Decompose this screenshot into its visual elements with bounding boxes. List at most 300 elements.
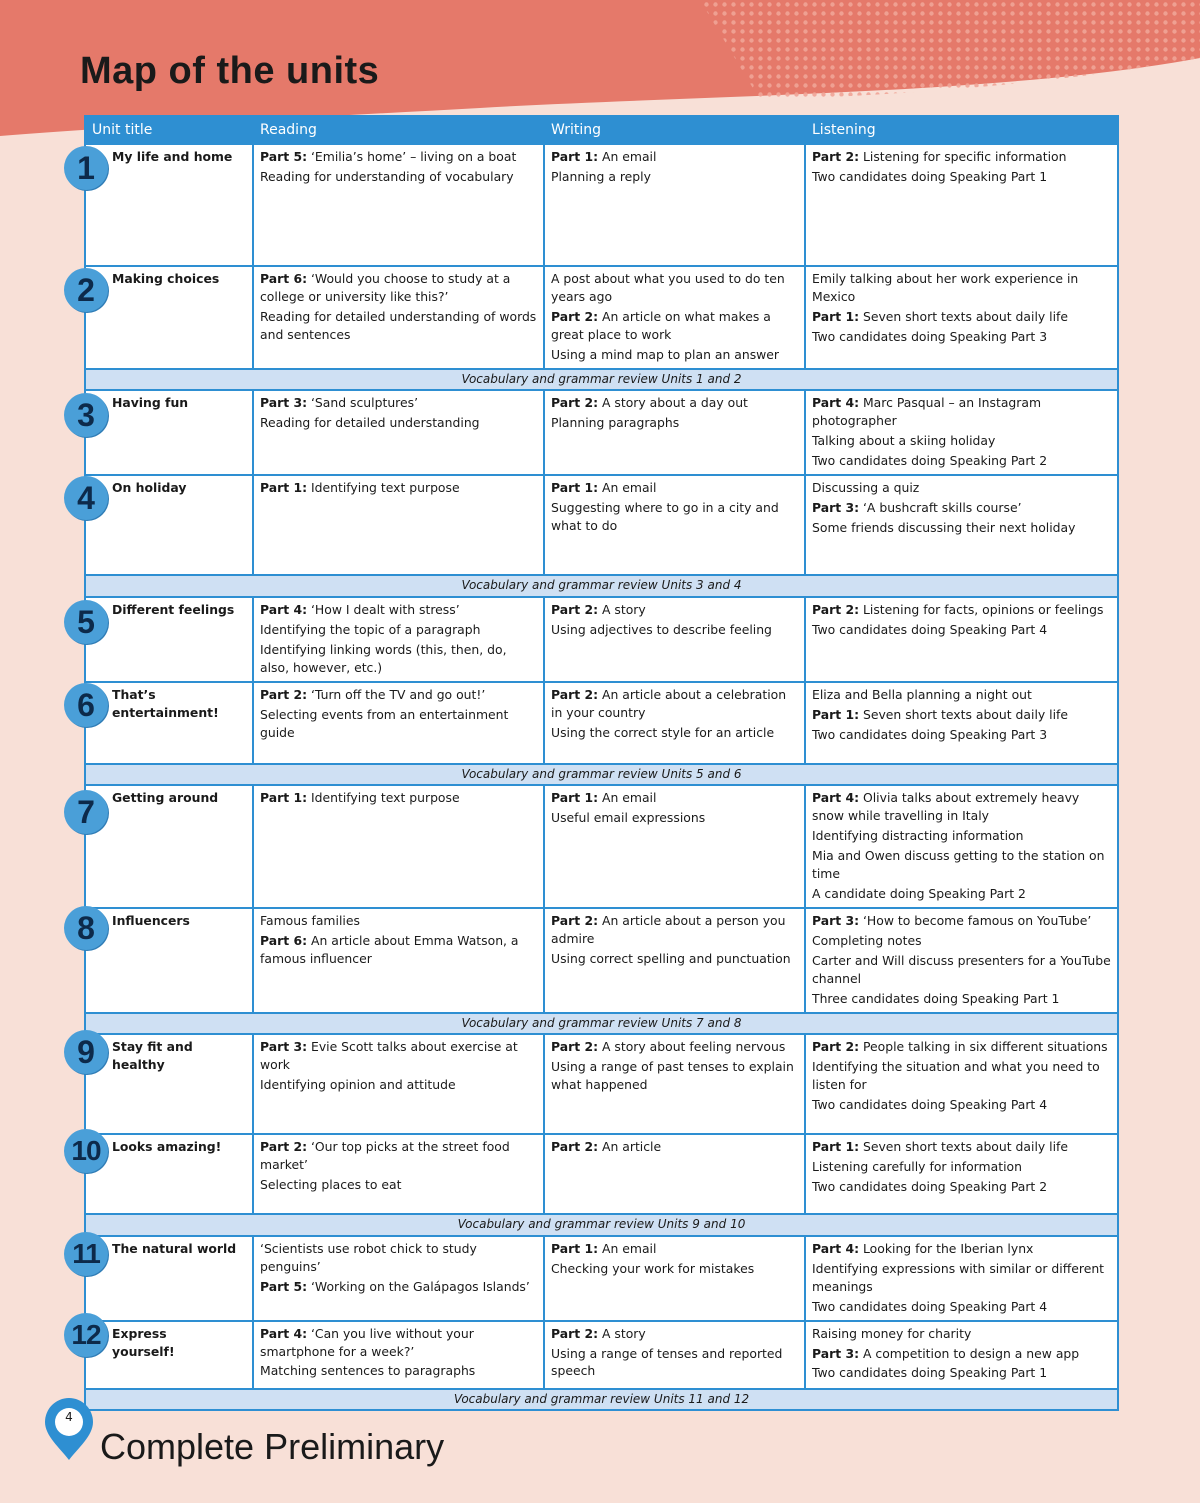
review-row bbox=[85, 369, 1118, 390]
cell-text: An email bbox=[598, 789, 657, 805]
unit-number-badge: 5 bbox=[64, 600, 108, 644]
unit-title-cell bbox=[85, 266, 253, 369]
cell-text: Emily talking about her work experience in Mexico bbox=[812, 271, 1079, 304]
cell-line bbox=[260, 168, 539, 186]
units-map-table bbox=[84, 115, 1119, 1411]
cell-text: A post about what you used to do ten years ago bbox=[551, 271, 785, 304]
unit-row bbox=[85, 682, 1118, 764]
cell-text: Seven short texts about daily life bbox=[859, 1139, 1069, 1155]
part-label: Part 2: bbox=[812, 149, 860, 164]
unit-row bbox=[85, 266, 1118, 369]
part-label: Part 2: bbox=[551, 308, 599, 324]
unit-title-cell bbox=[85, 1134, 253, 1214]
cell-line bbox=[812, 328, 1113, 346]
cell-line bbox=[551, 1038, 800, 1056]
cell-text: Three candidates doing Speaking Part 1 bbox=[812, 990, 1060, 1006]
unit-title-cell bbox=[85, 682, 253, 764]
cell-line bbox=[260, 148, 539, 166]
cell-text: Two candidates doing Speaking Part 4 bbox=[812, 621, 1048, 637]
cell-text: ‘Our top picks at the street food market’ bbox=[260, 1139, 510, 1173]
cell-line bbox=[551, 1260, 800, 1278]
cell-text: Eliza and Bella planning a night out bbox=[812, 686, 1032, 702]
cell-text: Reading for detailed understanding bbox=[260, 415, 480, 431]
cell-text: Two candidates doing Speaking Part 3 bbox=[812, 726, 1048, 742]
unit-title-cell bbox=[85, 475, 253, 575]
cell-line bbox=[812, 726, 1113, 744]
writing-cell bbox=[544, 1321, 805, 1389]
reading-cell bbox=[253, 1034, 544, 1134]
part-label: Part 2: bbox=[260, 686, 308, 702]
unit-number-badge: 8 bbox=[64, 906, 108, 950]
cell-text: Carter and Will discuss presenters for a YouTube channel bbox=[812, 952, 1111, 986]
cell-line bbox=[551, 1240, 800, 1258]
cell-line bbox=[812, 686, 1113, 704]
cell-text: Reading for understanding of vocabulary bbox=[260, 168, 514, 184]
cell-text: Famous families bbox=[260, 912, 360, 928]
writing-cell bbox=[544, 144, 805, 266]
reading-cell bbox=[253, 1134, 544, 1214]
unit-title: The natural world bbox=[112, 1240, 237, 1256]
cell-line bbox=[260, 394, 539, 412]
cell-line bbox=[260, 1176, 539, 1194]
cell-line bbox=[260, 789, 539, 807]
cell-text: An article on what makes a great place to work bbox=[551, 308, 771, 342]
cell-line bbox=[812, 932, 1113, 950]
part-label: Part 3: bbox=[260, 1039, 308, 1055]
part-label: Part 1: bbox=[812, 706, 860, 722]
cell-text: Identifying text purpose bbox=[307, 480, 460, 496]
cell-line bbox=[260, 601, 539, 619]
listening-cell bbox=[805, 682, 1118, 764]
part-label: Part 3: bbox=[812, 500, 860, 516]
cell-line bbox=[551, 950, 800, 968]
header-reading: Reading bbox=[253, 116, 544, 144]
cell-line bbox=[812, 1345, 1113, 1363]
part-label: Part 3: bbox=[260, 395, 308, 411]
part-label: Part 4: bbox=[260, 1325, 308, 1341]
listening-cell bbox=[805, 1034, 1118, 1134]
cell-line bbox=[551, 1345, 800, 1381]
cell-text: Using a range of tenses and reported speech bbox=[551, 1345, 783, 1379]
part-label: Part 4: bbox=[812, 1240, 860, 1256]
cell-text: Two candidates doing Speaking Part 1 bbox=[812, 1365, 1048, 1381]
cell-line bbox=[812, 1298, 1113, 1316]
cell-line bbox=[551, 479, 800, 497]
part-label: Part 1: bbox=[260, 480, 308, 496]
cell-text: Planning a reply bbox=[551, 168, 651, 184]
unit-number-badge: 2 bbox=[64, 268, 108, 312]
cell-line bbox=[260, 1278, 539, 1296]
cell-text: An article bbox=[598, 1139, 662, 1155]
listening-cell bbox=[805, 475, 1118, 575]
unit-row bbox=[85, 785, 1118, 908]
cell-text: Suggesting where to go in a city and what to do bbox=[551, 500, 779, 534]
table-body bbox=[85, 144, 1118, 1410]
cell-line bbox=[260, 414, 539, 432]
cell-text: Some friends discussing their next holiday bbox=[812, 520, 1076, 536]
unit-title: entertainment! bbox=[112, 704, 219, 720]
part-label: Part 6: bbox=[260, 271, 308, 286]
cell-line bbox=[812, 479, 1113, 497]
cell-line bbox=[551, 414, 800, 432]
writing-cell bbox=[544, 785, 805, 908]
review-label: Vocabulary and grammar review Units 9 and 10 bbox=[85, 1214, 1118, 1235]
cell-text: Selecting places to eat bbox=[260, 1177, 402, 1193]
unit-title: My life and home bbox=[112, 149, 233, 164]
cell-line bbox=[812, 621, 1113, 639]
cell-line bbox=[812, 148, 1113, 166]
unit-title: Stay fit and healthy bbox=[112, 1039, 193, 1073]
writing-cell bbox=[544, 475, 805, 575]
cell-text: An article about a person you admire bbox=[551, 912, 786, 946]
part-label: Part 1: bbox=[551, 149, 599, 164]
cell-line bbox=[551, 724, 800, 742]
cell-text: Evie Scott talks about exercise at work bbox=[260, 1039, 518, 1073]
cell-line bbox=[551, 1325, 800, 1343]
part-label: Part 2: bbox=[812, 601, 860, 617]
part-label: Part 2: bbox=[260, 1139, 308, 1155]
cell-line bbox=[812, 847, 1113, 883]
cell-text: Planning paragraphs bbox=[551, 415, 680, 431]
header-writing: Writing bbox=[544, 116, 805, 144]
cell-text: Two candidates doing Speaking Part 4 bbox=[812, 1298, 1048, 1314]
cell-text: ‘Scientists use robot chick to study penguins’ bbox=[260, 1240, 477, 1274]
reading-cell bbox=[253, 266, 544, 369]
review-label: Vocabulary and grammar review Units 3 and 4 bbox=[85, 575, 1118, 596]
cell-text: An email bbox=[598, 1240, 657, 1256]
cell-text: ‘A bushcraft skills course’ bbox=[859, 500, 1022, 516]
unit-row bbox=[85, 908, 1118, 1013]
cell-text: Discussing a quiz bbox=[812, 480, 920, 496]
cell-line bbox=[551, 168, 800, 186]
review-row bbox=[85, 1214, 1118, 1235]
part-label: Part 4: bbox=[812, 789, 860, 805]
cell-text: An email bbox=[598, 149, 657, 164]
cell-text: ‘Working on the Galápagos Islands’ bbox=[307, 1278, 530, 1294]
cell-line bbox=[260, 1325, 539, 1361]
part-label: Part 2: bbox=[551, 1039, 599, 1055]
unit-title-cell bbox=[85, 597, 253, 682]
unit-title-cell bbox=[85, 908, 253, 1013]
review-label: Vocabulary and grammar review Units 11 and 12 bbox=[85, 1389, 1118, 1410]
writing-cell bbox=[544, 682, 805, 764]
cell-text: Selecting events from an entertainment guide bbox=[260, 706, 509, 740]
cell-line bbox=[812, 1038, 1113, 1056]
cell-line bbox=[260, 270, 539, 306]
cell-text: Identifying the situation and what you need to listen for bbox=[812, 1059, 1100, 1093]
unit-title-cell bbox=[85, 1034, 253, 1134]
cell-line bbox=[260, 686, 539, 704]
review-row bbox=[85, 1013, 1118, 1034]
cell-text: People talking in six different situations bbox=[859, 1039, 1108, 1055]
cell-text: Using correct spelling and punctuation bbox=[551, 950, 791, 966]
cell-line bbox=[812, 168, 1113, 186]
cell-line bbox=[812, 1260, 1113, 1296]
part-label: Part 2: bbox=[551, 1139, 599, 1155]
cell-line bbox=[812, 990, 1113, 1008]
unit-number-badge: 12 bbox=[64, 1313, 108, 1357]
cell-line bbox=[260, 1138, 539, 1174]
cell-line bbox=[260, 932, 539, 968]
unit-title: Making choices bbox=[112, 271, 220, 286]
unit-title: Getting around bbox=[112, 789, 219, 805]
cell-line bbox=[551, 394, 800, 412]
unit-title: Looks amazing! bbox=[112, 1139, 222, 1155]
cell-text: ‘Emilia’s home’ – living on a boat bbox=[307, 149, 517, 164]
cell-text: ‘Turn off the TV and go out!’ bbox=[307, 686, 486, 702]
cell-line bbox=[260, 641, 539, 677]
cell-text: Two candidates doing Speaking Part 2 bbox=[812, 1179, 1048, 1195]
header-listening: Listening bbox=[805, 116, 1118, 144]
cell-line bbox=[551, 1138, 800, 1156]
listening-cell bbox=[805, 1134, 1118, 1214]
cell-text: Useful email expressions bbox=[551, 809, 706, 825]
cell-text: Matching sentences to paragraphs bbox=[260, 1363, 476, 1379]
cell-text: A candidate doing Speaking Part 2 bbox=[812, 885, 1026, 901]
reading-cell bbox=[253, 390, 544, 475]
part-label: Part 4: bbox=[812, 395, 860, 411]
unit-row bbox=[85, 390, 1118, 475]
cell-line bbox=[812, 706, 1113, 724]
cell-line bbox=[551, 346, 800, 364]
cell-text: Two candidates doing Speaking Part 4 bbox=[812, 1097, 1048, 1113]
listening-cell bbox=[805, 597, 1118, 682]
cell-line bbox=[551, 1058, 800, 1094]
cell-line bbox=[260, 1076, 539, 1094]
cell-text: Marc Pasqual – an Instagram photographer bbox=[812, 395, 1042, 429]
cell-line bbox=[812, 1364, 1113, 1382]
part-label: Part 1: bbox=[812, 1139, 860, 1155]
writing-cell bbox=[544, 908, 805, 1013]
book-title: Complete Preliminary bbox=[100, 1426, 445, 1467]
cell-text: ‘Would you choose to study at a college or university like this?’ bbox=[260, 271, 511, 304]
cell-text: Two candidates doing Speaking Part 3 bbox=[812, 328, 1048, 344]
cell-text: Identifying text purpose bbox=[307, 789, 460, 805]
cell-line bbox=[812, 452, 1113, 470]
writing-cell bbox=[544, 1236, 805, 1321]
part-label: Part 1: bbox=[551, 480, 599, 496]
cell-text: Identifying distracting information bbox=[812, 827, 1024, 843]
cell-line bbox=[812, 308, 1113, 326]
cell-line bbox=[812, 519, 1113, 537]
unit-row bbox=[85, 1134, 1118, 1214]
listening-cell bbox=[805, 144, 1118, 266]
review-row bbox=[85, 764, 1118, 785]
writing-cell bbox=[544, 390, 805, 475]
listening-cell bbox=[805, 1236, 1118, 1321]
listening-cell bbox=[805, 1321, 1118, 1389]
cell-text: An article about a celebration in your country bbox=[551, 686, 787, 720]
unit-number-badge: 7 bbox=[64, 790, 108, 834]
listening-cell bbox=[805, 908, 1118, 1013]
cell-text: Using the correct style for an article bbox=[551, 724, 775, 740]
part-label: Part 2: bbox=[551, 395, 599, 411]
unit-title-cell bbox=[85, 1321, 253, 1389]
unit-title: yourself! bbox=[112, 1343, 175, 1359]
unit-title: Having fun bbox=[112, 395, 189, 411]
cell-line bbox=[551, 601, 800, 619]
cell-text: An email bbox=[598, 480, 657, 496]
unit-title-cell bbox=[85, 1236, 253, 1321]
cell-line bbox=[260, 1362, 539, 1380]
cell-line bbox=[812, 789, 1113, 825]
cell-text: Using adjectives to describe feeling bbox=[551, 621, 772, 637]
reading-cell bbox=[253, 475, 544, 575]
cell-line bbox=[551, 621, 800, 639]
cell-text: Olivia talks about extremely heavy snow while travelling in Italy bbox=[812, 789, 1080, 823]
cell-line bbox=[260, 912, 539, 930]
cell-line bbox=[551, 499, 800, 535]
part-label: Part 4: bbox=[260, 601, 308, 617]
cell-text: A competition to design a new app bbox=[859, 1345, 1080, 1361]
cell-line bbox=[260, 706, 539, 742]
part-label: Part 2: bbox=[812, 1039, 860, 1055]
cell-text: Using a mind map to plan an answer bbox=[551, 346, 779, 362]
unit-title-cell bbox=[85, 785, 253, 908]
cell-line bbox=[812, 394, 1113, 430]
cell-text: Mia and Owen discuss getting to the station on time bbox=[812, 847, 1105, 881]
cell-line bbox=[260, 479, 539, 497]
cell-text: Listening carefully for information bbox=[812, 1159, 1022, 1175]
part-label: Part 2: bbox=[551, 1325, 599, 1341]
writing-cell bbox=[544, 597, 805, 682]
cell-line bbox=[812, 1138, 1113, 1156]
cell-text: Identifying linking words (this, then, do, also, however, etc.) bbox=[260, 641, 507, 675]
writing-cell bbox=[544, 266, 805, 369]
unit-title: Influencers bbox=[112, 912, 190, 928]
page-title: Map of the units bbox=[80, 50, 380, 92]
reading-cell bbox=[253, 908, 544, 1013]
cell-text: ‘How I dealt with stress’ bbox=[307, 601, 460, 617]
cell-line bbox=[551, 809, 800, 827]
unit-title: On holiday bbox=[112, 480, 187, 496]
cell-line bbox=[812, 1240, 1113, 1258]
part-label: Part 2: bbox=[551, 601, 599, 617]
reading-cell bbox=[253, 597, 544, 682]
writing-cell bbox=[544, 1034, 805, 1134]
part-label: Part 6: bbox=[260, 932, 308, 948]
cell-line bbox=[551, 686, 800, 722]
cell-text: Checking your work for mistakes bbox=[551, 1260, 755, 1276]
cell-text: Identifying expressions with similar or different meanings bbox=[812, 1260, 1105, 1294]
cell-line bbox=[551, 270, 800, 306]
cell-text: A story about feeling nervous bbox=[598, 1039, 786, 1055]
cell-text: A story bbox=[598, 601, 646, 617]
part-label: Part 3: bbox=[812, 912, 860, 928]
part-label: Part 1: bbox=[551, 1240, 599, 1256]
listening-cell bbox=[805, 785, 1118, 908]
unit-row bbox=[85, 1321, 1118, 1389]
review-label: Vocabulary and grammar review Units 5 and 6 bbox=[85, 764, 1118, 785]
cell-line bbox=[812, 1158, 1113, 1176]
cell-line bbox=[551, 912, 800, 948]
cell-line bbox=[260, 621, 539, 639]
cell-line bbox=[812, 1178, 1113, 1196]
unit-row bbox=[85, 475, 1118, 575]
listening-cell bbox=[805, 266, 1118, 369]
cell-text: Seven short texts about daily life bbox=[859, 706, 1069, 722]
unit-number-badge: 10 bbox=[64, 1129, 108, 1173]
cell-text: Completing notes bbox=[812, 932, 922, 948]
cell-line bbox=[812, 499, 1113, 517]
part-label: Part 1: bbox=[812, 308, 860, 324]
cell-text: A story bbox=[598, 1325, 646, 1341]
cell-text: Using a range of past tenses to explain what happened bbox=[551, 1059, 794, 1093]
cell-text: ‘How to become famous on YouTube’ bbox=[859, 912, 1092, 928]
part-label: Part 1: bbox=[260, 789, 308, 805]
unit-number-badge: 6 bbox=[64, 683, 108, 727]
part-label: Part 2: bbox=[551, 686, 599, 702]
unit-number-badge: 11 bbox=[64, 1232, 108, 1276]
unit-number-badge: 4 bbox=[64, 476, 108, 520]
cell-line bbox=[812, 601, 1113, 619]
header-unit-title: Unit title bbox=[85, 116, 253, 144]
cell-line bbox=[260, 308, 539, 344]
cell-line bbox=[812, 1058, 1113, 1094]
review-label: Vocabulary and grammar review Units 7 and 8 bbox=[85, 1013, 1118, 1034]
review-row bbox=[85, 1389, 1118, 1410]
cell-text: Looking for the Iberian lynx bbox=[859, 1240, 1034, 1256]
part-label: Part 5: bbox=[260, 1278, 308, 1294]
cell-line bbox=[551, 308, 800, 344]
listening-cell bbox=[805, 390, 1118, 475]
unit-number-badge: 3 bbox=[64, 393, 108, 437]
cell-line bbox=[812, 432, 1113, 450]
cell-line bbox=[812, 827, 1113, 845]
cell-line bbox=[812, 1096, 1113, 1114]
cell-line bbox=[260, 1038, 539, 1074]
cell-text: ‘Can you live without your smartphone for a week?’ bbox=[260, 1325, 474, 1359]
cell-text: An article about Emma Watson, a famous influencer bbox=[260, 932, 519, 966]
reading-cell bbox=[253, 144, 544, 266]
unit-title: Express bbox=[112, 1325, 167, 1341]
review-label: Vocabulary and grammar review Units 1 and 2 bbox=[85, 369, 1118, 390]
cell-text: Two candidates doing Speaking Part 1 bbox=[812, 168, 1048, 184]
location-pin-icon bbox=[42, 1396, 96, 1464]
part-label: Part 1: bbox=[551, 789, 599, 805]
unit-title: Different feelings bbox=[112, 601, 235, 617]
cell-line bbox=[551, 789, 800, 807]
unit-row bbox=[85, 144, 1118, 266]
cell-text: Seven short texts about daily life bbox=[859, 308, 1069, 324]
cell-text: Identifying the topic of a paragraph bbox=[260, 621, 481, 637]
cell-text: Raising money for charity bbox=[812, 1325, 972, 1341]
part-label: Part 5: bbox=[260, 149, 308, 164]
unit-title-cell bbox=[85, 390, 253, 475]
cell-line bbox=[812, 885, 1113, 903]
reading-cell bbox=[253, 785, 544, 908]
cell-text: Reading for detailed understanding of words and sentences bbox=[260, 308, 537, 342]
unit-number-badge: 9 bbox=[64, 1030, 108, 1074]
table-header-row bbox=[85, 116, 1118, 144]
unit-row bbox=[85, 1236, 1118, 1321]
reading-cell bbox=[253, 1321, 544, 1389]
cell-text: Talking about a skiing holiday bbox=[812, 433, 996, 449]
unit-number-badge: 1 bbox=[64, 146, 108, 190]
cell-text: Two candidates doing Speaking Part 2 bbox=[812, 453, 1048, 469]
writing-cell bbox=[544, 1134, 805, 1214]
part-label: Part 2: bbox=[551, 912, 599, 928]
review-row bbox=[85, 575, 1118, 596]
cell-line bbox=[812, 912, 1113, 930]
unit-row bbox=[85, 1034, 1118, 1134]
unit-row bbox=[85, 597, 1118, 682]
reading-cell bbox=[253, 682, 544, 764]
unit-title: That’s bbox=[112, 686, 156, 702]
cell-text: ‘Sand sculptures’ bbox=[307, 395, 419, 411]
cell-line bbox=[551, 148, 800, 166]
cell-line bbox=[812, 270, 1113, 306]
